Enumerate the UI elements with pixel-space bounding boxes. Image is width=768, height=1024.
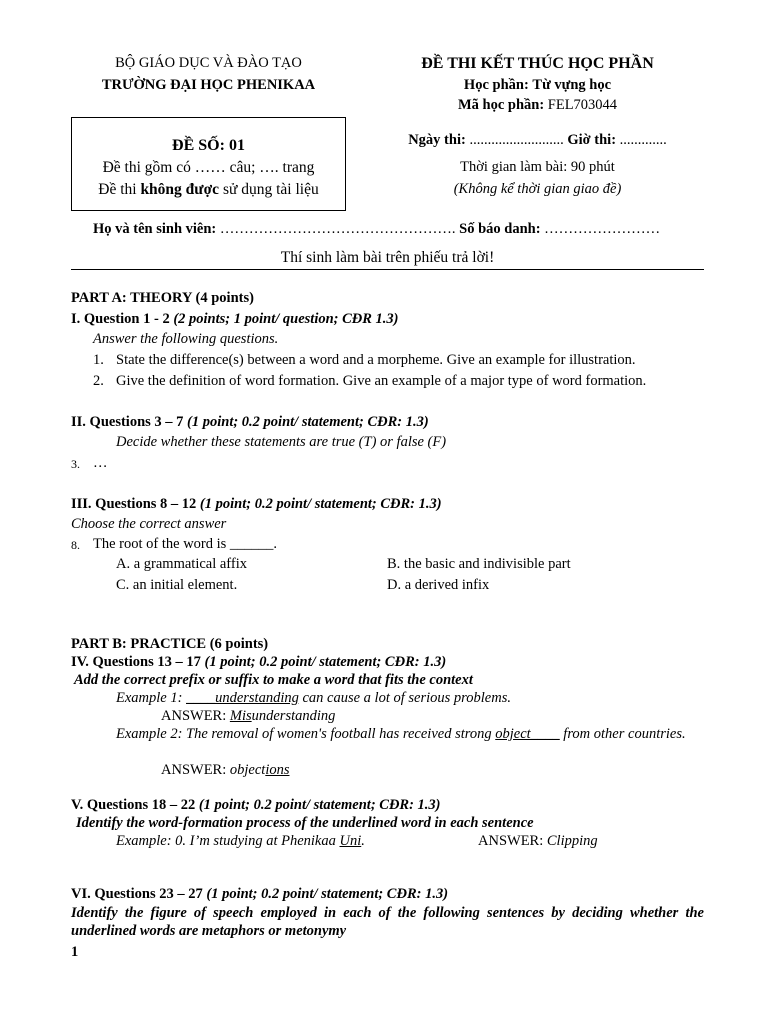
q13-17-heading <box>71 654 446 671</box>
q23-27-direction: Identify the figure of speech employed in each of the following sentences by deciding whether the underlined words are metaphors or metonymy <box>71 905 704 939</box>
q1-item-num: 1. <box>93 352 104 368</box>
time-label: Giờ thi: <box>567 132 617 148</box>
id-label: Số báo danh: <box>459 221 541 237</box>
student-info-line <box>93 221 660 238</box>
example-clipping-word: Uni <box>339 833 362 849</box>
q3-7-heading <box>71 414 429 431</box>
example-2-pre: Example 2: The removal of women's football has received strong <box>116 726 496 742</box>
q13-17-heading-bold: IV. Questions 13 – 17 <box>71 654 205 670</box>
course-label: Học phần: <box>463 77 529 93</box>
name-label: Họ và tên sinh viên: <box>93 221 217 237</box>
id-dots: …………………… <box>540 221 661 237</box>
date-label: Ngày thi: <box>408 132 466 148</box>
materials-bold: không được <box>140 181 220 198</box>
q8-12-heading-bold: III. Questions 8 – 12 <box>71 496 200 512</box>
example-1-blank: ____understanding <box>186 690 299 706</box>
example-2-blank: object____ <box>495 726 560 742</box>
q18-22-heading-italic: (1 point; 0.2 point/ statement; CĐR: 1.3) <box>198 797 441 813</box>
q2-item-text: Give the definition of word formation. Give an example of a major type of word formation. <box>116 373 647 389</box>
university-name: TRƯỜNG ĐẠI HỌC PHENIKAA <box>101 77 316 93</box>
q8-option-d: D. a derived infix <box>387 577 490 593</box>
duration-note: (Không kể thời gian giao đề) <box>453 181 622 197</box>
answer-2-affix: ions <box>265 762 290 778</box>
answer-1-label: ANSWER: <box>161 708 230 724</box>
course-value: Từ vựng học <box>532 77 612 93</box>
example-clipping <box>116 833 365 850</box>
q3-7-heading-bold: II. Questions 3 – 7 <box>71 414 188 430</box>
exam-title: ĐỀ THI KẾT THÚC HỌC PHẦN <box>421 55 654 72</box>
answer-clipping-label: ANSWER: <box>478 833 547 849</box>
materials-pre: Đề thi <box>98 181 141 198</box>
q8-option-b: B. the basic and indivisible part <box>387 556 571 572</box>
part-b-title: PART B: PRACTICE (6 points) <box>71 636 269 652</box>
time-dots: ............. <box>616 132 667 148</box>
q8-option-a: A. a grammatical affix <box>116 556 247 572</box>
exam-number: ĐỀ SỐ: 01 <box>172 137 245 154</box>
q1-heading-italic: (2 points; 1 point/ question; CĐR 1.3) <box>173 311 399 327</box>
answer-sheet-instruction: Thí sinh làm bài trên phiếu trả lời! <box>280 249 495 266</box>
q1-direction: Answer the following questions. <box>93 331 279 347</box>
example-clipping-pre: Example: 0. I’m studying at Phenikaa <box>116 833 340 849</box>
q8-12-direction: Choose the correct answer <box>71 516 227 532</box>
q18-22-direction: Identify the word-formation process of the underlined word in each sentence <box>76 815 534 831</box>
q13-17-direction: Add the correct prefix or suffix to make a word that fits the context <box>74 672 473 688</box>
course-line <box>385 77 690 94</box>
q23-27-heading-bold: VI. Questions 23 – 27 <box>71 886 207 902</box>
course-code-line <box>385 97 690 114</box>
answer-1 <box>161 708 335 725</box>
course-code-value: FEL703044 <box>547 97 618 113</box>
q18-22-heading <box>71 797 441 814</box>
q8-item-num: 8. <box>71 538 80 552</box>
example-clipping-post: . <box>361 833 365 849</box>
q3-7-heading-italic: (1 point; 0.2 point/ statement; CĐR: 1.3) <box>187 414 429 430</box>
header-divider <box>71 269 704 270</box>
materials-post: sử dụng tài liệu <box>219 181 319 198</box>
example-2-post: from other countries. <box>559 726 686 742</box>
answer-2-label: ANSWER: <box>161 762 230 778</box>
example-1-post: can cause a lot of serious problems. <box>298 690 511 706</box>
exam-pages-line: Đề thi gồm có …… câu; …. trang <box>102 159 315 176</box>
name-dots: …………………………………………. <box>216 221 460 237</box>
ministry-name: BỘ GIÁO DỤC VÀ ĐÀO TẠO <box>115 55 302 71</box>
schedule-line <box>385 132 690 149</box>
duration: Thời gian làm bài: 90 phút <box>460 159 615 175</box>
answer-clipping-value: Clipping <box>546 833 598 849</box>
q23-27-heading-italic: (1 point; 0.2 point/ statement; CĐR: 1.3) <box>206 886 449 902</box>
example-2 <box>71 725 704 743</box>
page-number: 1 <box>71 944 79 960</box>
q1-heading-bold: I. Question 1 - 2 <box>71 311 174 327</box>
answer-2 <box>161 762 289 779</box>
q1-item-text: State the difference(s) between a word and a morpheme. Give an example for illustration. <box>116 352 636 368</box>
answer-1-affix: Mis <box>229 708 252 724</box>
q1-heading <box>71 311 399 328</box>
q8-12-heading <box>71 496 442 513</box>
q2-item-num: 2. <box>93 373 104 389</box>
exam-materials-line <box>71 181 346 199</box>
part-a-title: PART A: THEORY (4 points) <box>71 290 254 306</box>
q3-item-text: … <box>93 455 108 471</box>
example-1 <box>116 690 511 707</box>
example-1-pre: Example 1: <box>116 690 187 706</box>
answer-clipping <box>478 833 598 850</box>
date-dots: .......................... <box>465 132 568 148</box>
answer-2-root: object <box>229 762 266 778</box>
answer-1-rest: understanding <box>251 708 336 724</box>
q18-22-heading-bold: V. Questions 18 – 22 <box>71 797 199 813</box>
q8-option-c: C. an initial element. <box>116 577 238 593</box>
q8-item-text: The root of the word is ______. <box>93 536 278 552</box>
q13-17-heading-italic: (1 point; 0.2 point/ statement; CĐR: 1.3) <box>204 654 447 670</box>
q3-item-num: 3. <box>71 457 80 471</box>
course-code-label: Mã học phần: <box>457 97 545 113</box>
q3-7-direction: Decide whether these statements are true (T) or false (F) <box>116 434 447 450</box>
q23-27-heading <box>71 886 448 903</box>
q8-12-heading-italic: (1 point; 0.2 point/ statement; CĐR: 1.3) <box>199 496 442 512</box>
